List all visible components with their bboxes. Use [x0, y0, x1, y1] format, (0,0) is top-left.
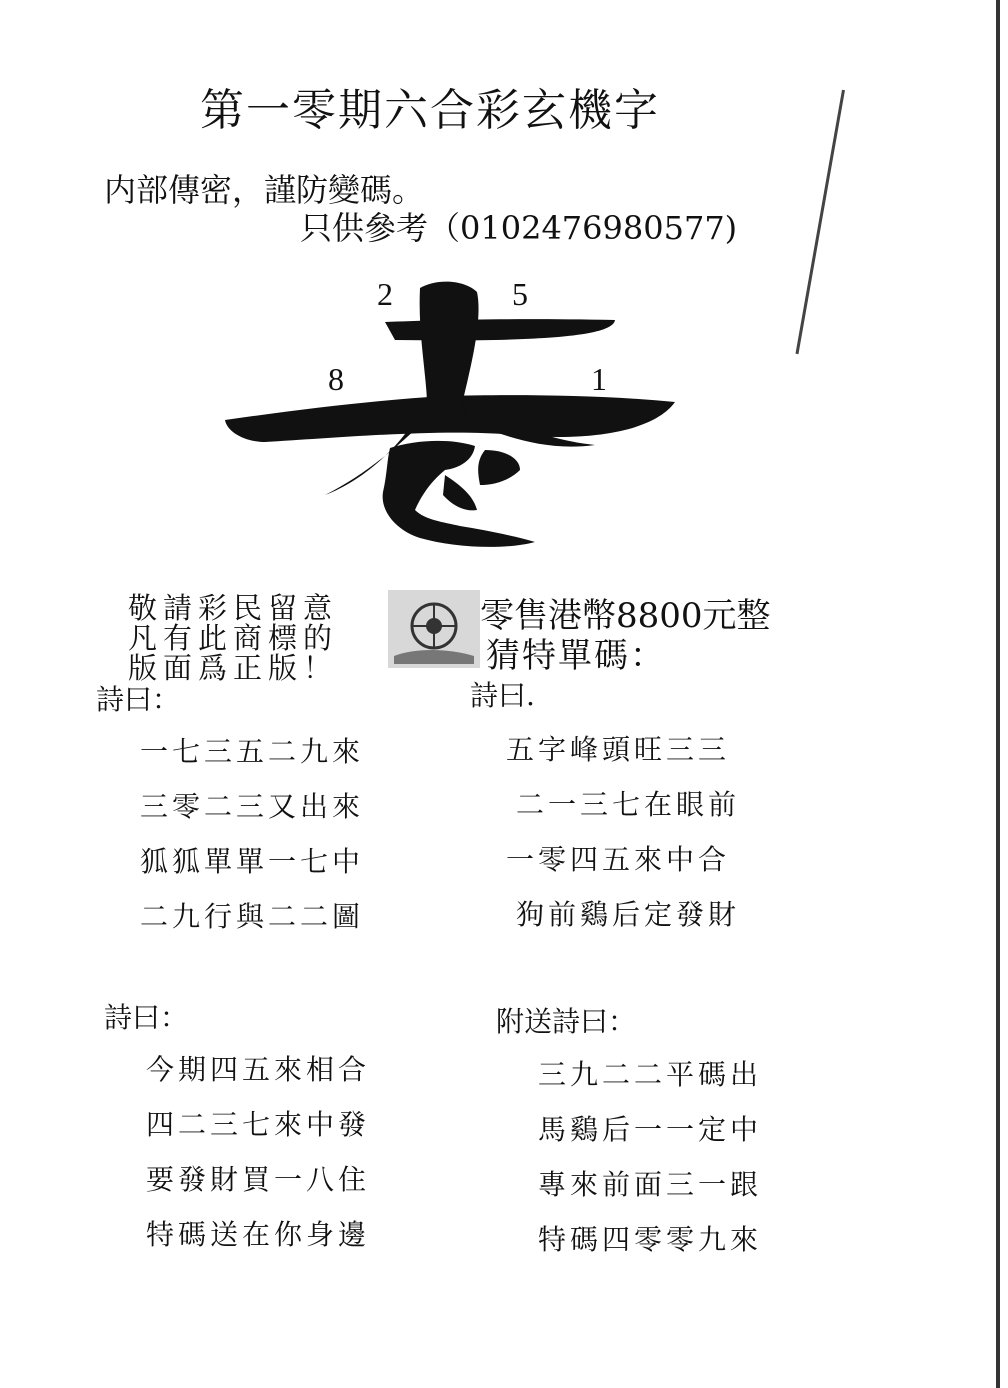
character-number-top-right: 5: [512, 276, 528, 312]
scan-edge: [996, 0, 1000, 1388]
poem-heading: 附送詩曰：: [496, 1005, 637, 1038]
trademark-logo: [388, 590, 480, 668]
poem-line: 狗前鷄后定發財: [516, 898, 741, 931]
character-number-top-left: 2: [377, 276, 393, 312]
poem-line: 今期四五來相合: [146, 1053, 371, 1086]
notice-line-2: 只供參考（0102476980577): [300, 209, 738, 247]
poem-line: 四二三七來中發: [146, 1108, 371, 1141]
poem-heading: 詩曰：: [96, 683, 181, 716]
poem-line: 二一三七在眼前: [516, 788, 741, 821]
character-number-left: 8: [328, 361, 344, 397]
poem-line: 專來前面三一跟: [538, 1168, 763, 1201]
poem-heading: 詩曰.: [470, 679, 535, 712]
poem-line: 要發財買一八住: [146, 1163, 371, 1196]
poem-line: 一零四五來中合: [506, 843, 731, 876]
riddle-character: [215, 270, 685, 560]
poem-heading: 詩曰：: [104, 1001, 189, 1034]
poem-line: 二九行與二二圖: [140, 900, 365, 933]
scan-mark: [795, 90, 844, 354]
poem-line: 一七三五二九來: [140, 735, 365, 768]
special-number-label: 猜特單碼：: [486, 636, 666, 676]
advert-line-3: 版面爲正版！: [128, 651, 339, 685]
poem-line: 特碼四零零九來: [538, 1223, 763, 1256]
poem-line: 特碼送在你身邊: [146, 1218, 371, 1251]
poem-line: 馬鷄后一一定中: [538, 1113, 763, 1146]
poem-line: 三零二三又出來: [140, 790, 365, 823]
advert-line-1: 敬請彩民留意: [128, 591, 339, 625]
advert-line-2: 凡有此商標的: [128, 621, 339, 655]
page-title: 第一零期六合彩玄機字: [200, 85, 660, 136]
notice-line-1: 内部傳密，謹防變碼。: [104, 171, 425, 209]
poem-line: 五字峰頭旺三三: [506, 733, 731, 766]
character-number-right: 1: [591, 361, 607, 397]
price-text: 零售港幣8800元整: [480, 596, 771, 636]
poem-line: 三九二二平碼出: [538, 1058, 763, 1091]
poem-line: 狐狐單單一七中: [140, 845, 365, 878]
